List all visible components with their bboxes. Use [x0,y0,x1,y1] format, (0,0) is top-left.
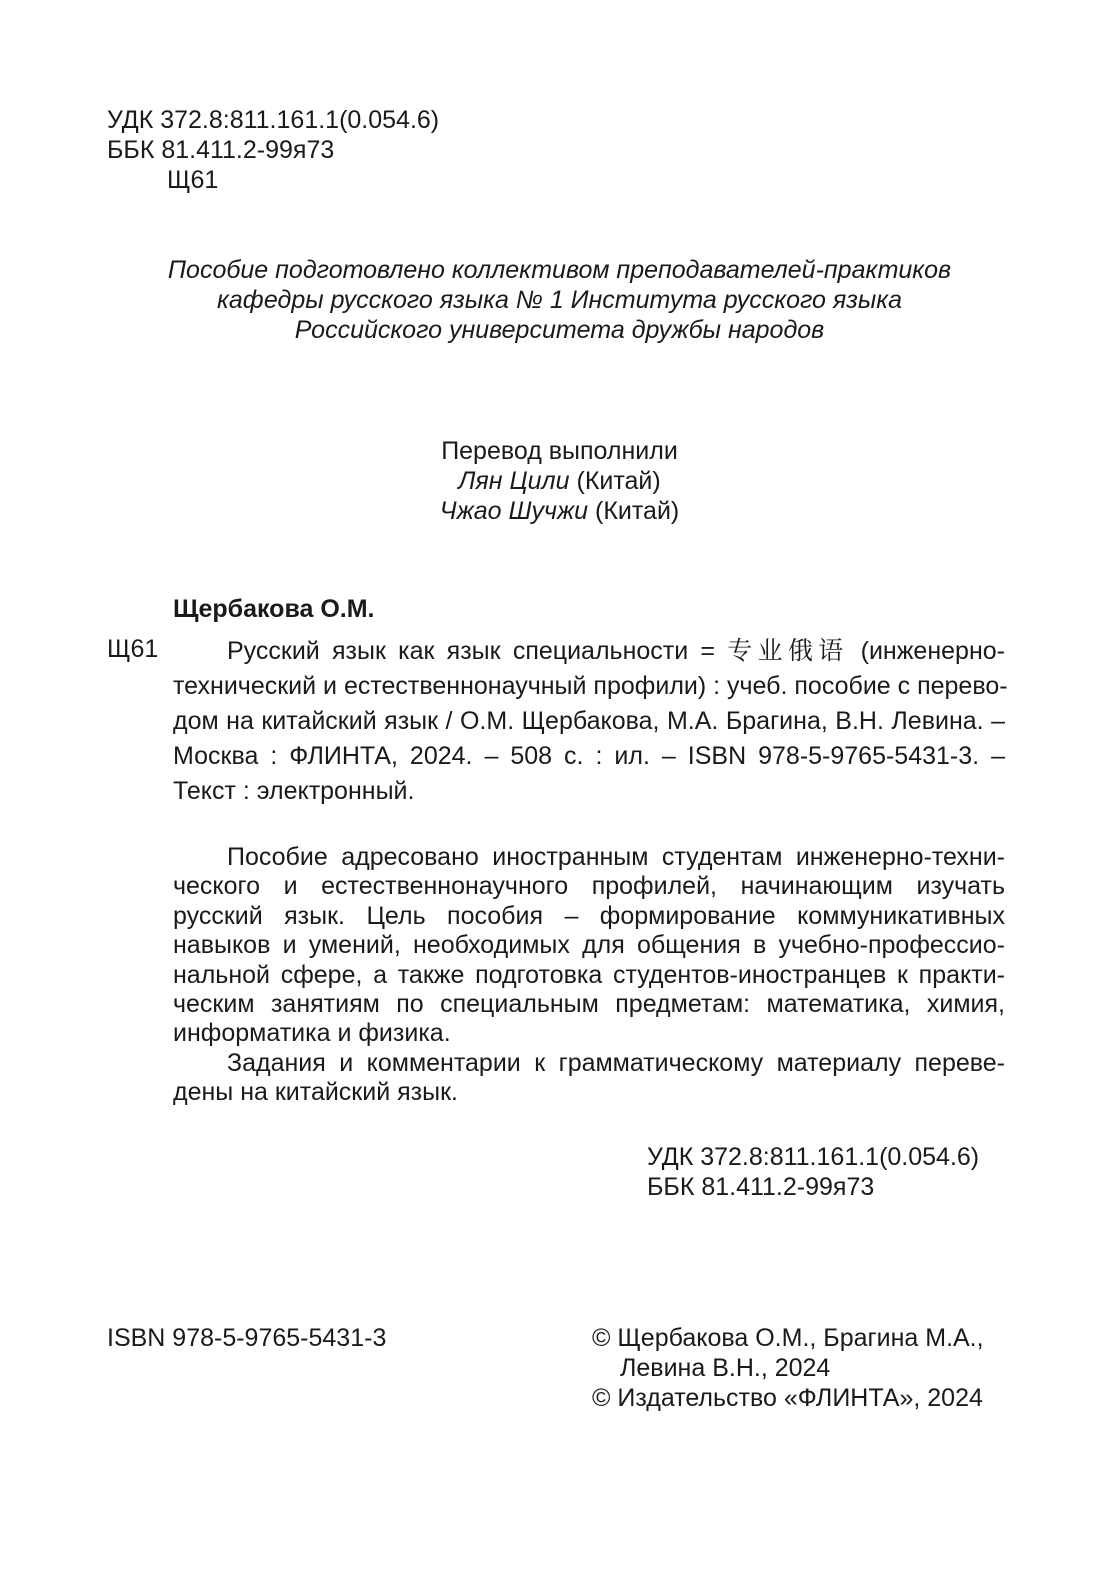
translation-credits [0,436,1119,526]
classification-codes-bottom [647,1142,979,1202]
udk-code: УДК 372.8:811.161.1(0.054.6) [647,1143,980,1171]
translator-name: Чжао Шучжи [439,497,589,525]
translator-country: (Китай) [595,497,680,525]
udk-code: УДК 372.8:811.161.1(0.054.6) [107,106,440,134]
record-author-heading: Щербакова О.М. [173,595,375,623]
annotation-line: русский язык. Цель пособия – формирование коммуникативных [173,901,1005,930]
annotation-line: Задания и комментарии к грамматическому материалу переве- [227,1048,1005,1077]
bibliographic-record [173,634,1008,809]
annotation-line: ческого и естественнонаучного профилей, начинающим изучать [173,872,1005,901]
prepared-by-line: кафедры русского языка № 1 Института русского языка [217,286,902,314]
prepared-by-line: Пособие подготовлено коллективом преподавателей-практиков [167,256,952,284]
record-line: Текст : электронный. [173,777,415,805]
bbk-code: ББК 81.411.2-99я73 [107,136,335,164]
author-mark: Щ61 [167,166,219,194]
record-line: дом на китайский язык / О.М. Щербакова, М.А. Брагина, В.Н. Левина. – [173,707,1005,735]
annotation-line: Пособие адресовано иностранным студентам инженерно-техни- [227,843,1005,871]
record-line: Москва : ФЛИНТА, 2024. – 508 с. : ил. – ISBN 978-5-9765-5431-3. – [173,742,1005,770]
record-author-mark: Щ61 [107,635,159,663]
annotation-line: ческим занятиям по специальным предметам: математика, химия, [173,990,1005,1019]
annotation-line: дены на китайский язык. [173,1078,458,1107]
copyright-block [592,1323,984,1413]
translator-country: (Китай) [576,467,661,495]
copyright-authors-cont: Левина В.Н., 2024 [620,1354,831,1382]
translator-entry [0,466,1119,496]
prepared-by-line: Российского университета дружбы народов [294,316,825,344]
annotation [173,843,1005,1108]
record-line: Русский язык как язык специальности = 专业俄语 (инженерно- [227,637,1005,665]
annotation-line: навыков и умений, необходимых для общения в учебно-профессио- [173,931,1005,960]
translator-name: Лян Цили [458,467,570,495]
annotation-line: нальной сфере, а также подготовка студентов-иностранцев к практи- [173,960,1005,989]
record-line: технический и естественнонаучный профили) : учеб. пособие с перево- [173,672,1008,700]
prepared-by-note [0,255,1119,345]
translation-heading: Перевод выполнили [441,437,678,465]
translator-entry [0,496,1119,526]
classification-codes-top [107,105,439,195]
annotation-line: информатика и физика. [173,1019,451,1048]
copyright-publisher: © Издательство «ФЛИНТА», 2024 [592,1384,983,1412]
bbk-code: ББК 81.411.2-99я73 [647,1173,875,1201]
copyright-authors: © Щербакова О.М., Брагина М.А., [592,1324,984,1352]
isbn: ISBN 978-5-9765-5431-3 [107,1324,387,1352]
